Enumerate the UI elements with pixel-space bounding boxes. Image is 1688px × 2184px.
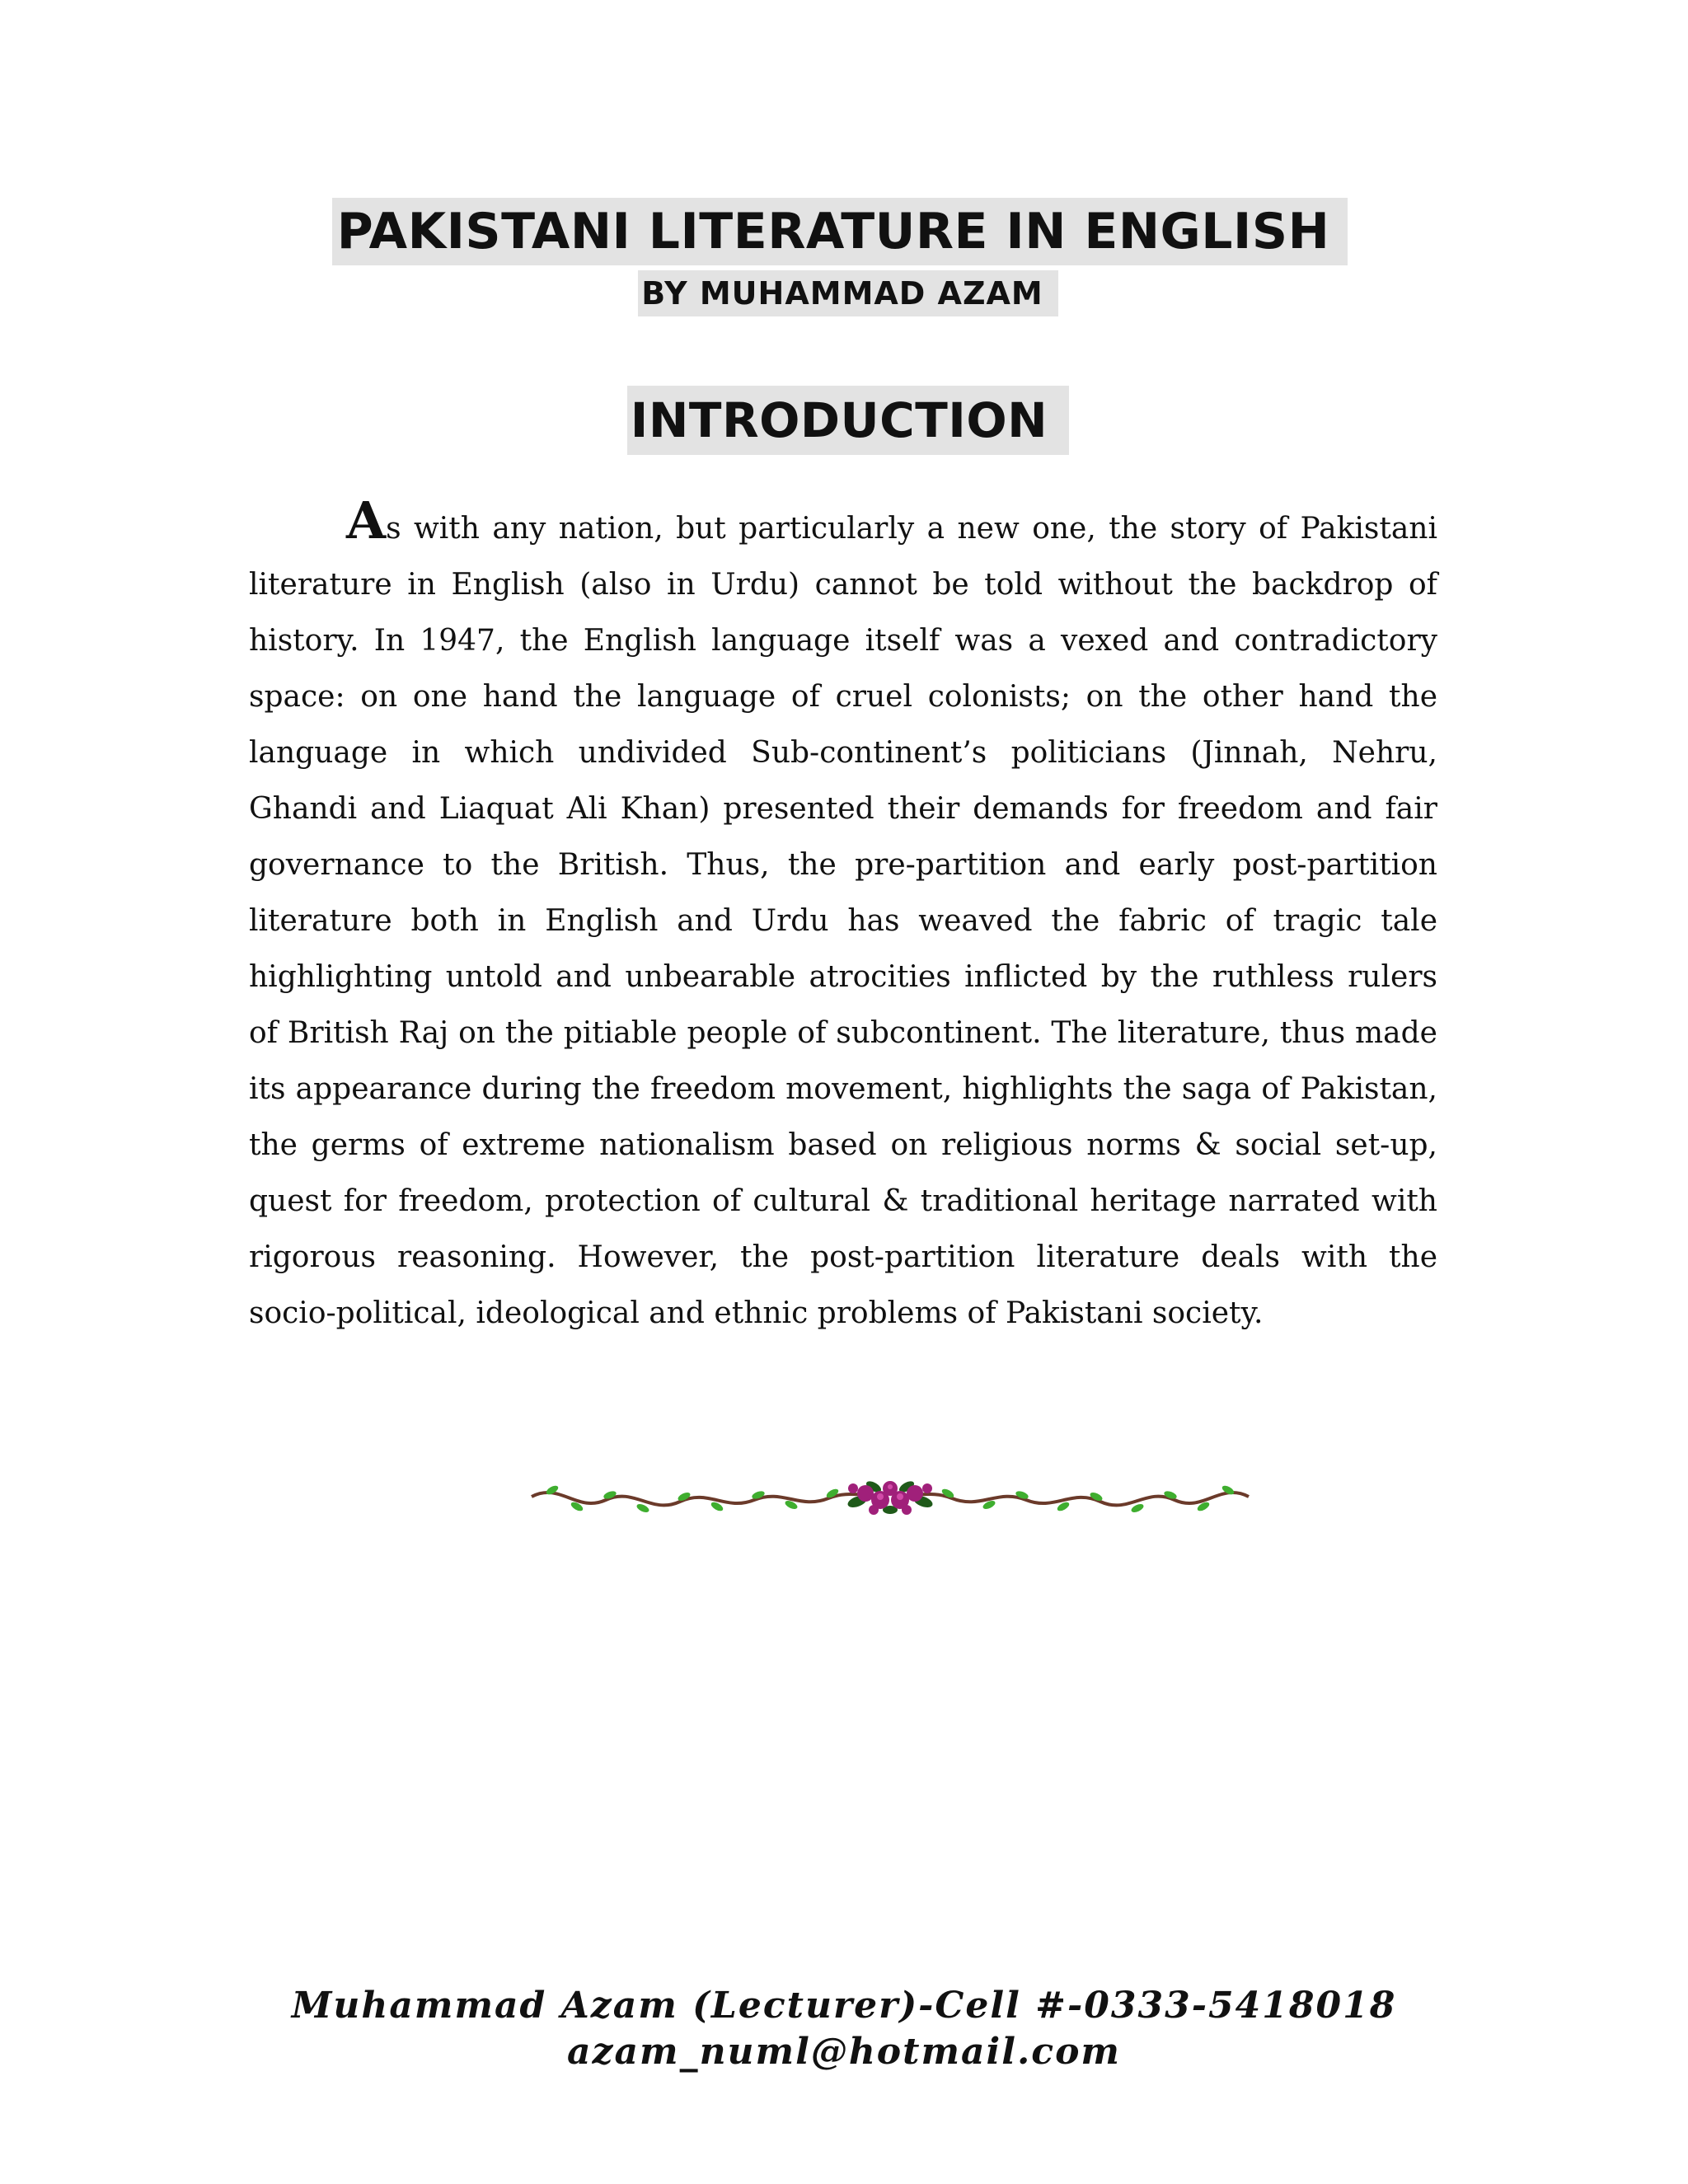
byline-container	[0, 270, 1688, 316]
document-byline: BY MUHAMMAD AZAM	[638, 270, 1058, 316]
body-paragraph	[249, 490, 1437, 1342]
footer-email: azam_numl@hotmail.com	[567, 2031, 1121, 2073]
section-heading-container	[0, 386, 1688, 455]
body-text: s with any nation, but particularly a new one, the story of Pakistani literature in English (also in Urdu) cannot be told without the backdrop of history. In 1947, the English language itself was a vexed and contradictory space: on one hand the language of cruel colonists; on the other hand the language in which undivided Sub-continent’s politicians (Jinnah, Nehru, Ghandi and Liaquat Ali Khan) presented their demands for freedom and fair governance to the British. Thus, the pre-partition and early post-partition literature both in English and Urdu has weaved the fabric of tragic tale highlighting untold and unbearable atrocities inflicted by the ruthless rulers of British Raj on the pitiable people of subcontinent. The literature, thus made its appearance during the freedom movement, highlights the saga of Pakistan, the germs of extreme nationalism based on religious norms & social set-up, quest for freedom, protection of cultural & traditional heritage narrated with rigorous reasoning. However, the post-partition literature deals with the socio-political, ideological and ethnic problems of Pakistani society.	[249, 512, 1437, 1330]
document-title: PAKISTANI LITERATURE IN ENGLISH	[332, 198, 1348, 265]
floral-vine-divider-icon	[528, 1465, 1253, 1523]
footer-contact: Muhammad Azam (Lecturer)-Cell #-0333-5418018	[291, 1985, 1397, 2027]
drop-cap: A	[346, 490, 387, 551]
title-container	[0, 198, 1688, 265]
section-heading: INTRODUCTION	[627, 386, 1069, 455]
